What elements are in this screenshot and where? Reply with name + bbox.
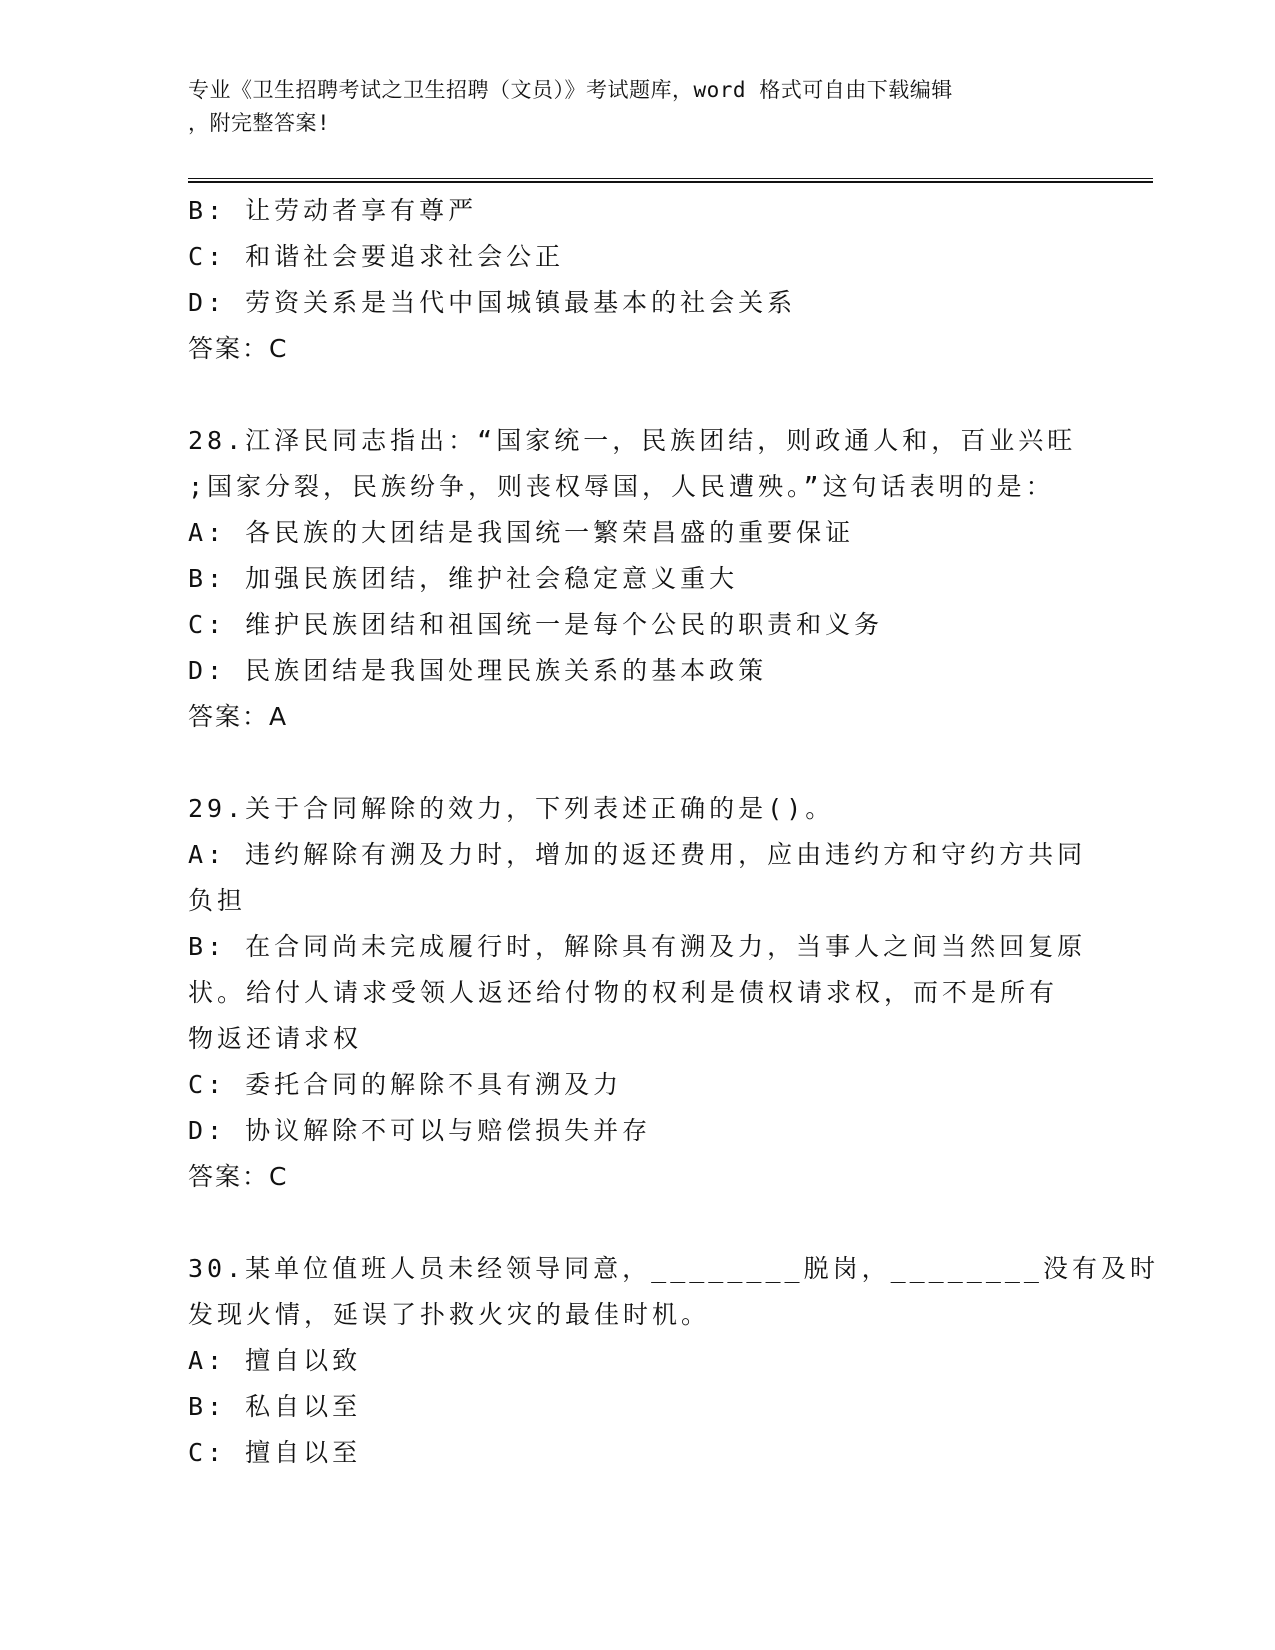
header-line-2: ，附完整答案!	[188, 111, 331, 135]
option-c: C: 委托合同的解除不具有溯及力	[188, 1070, 623, 1099]
question-stem-line-2: ;国家分裂，民族纷争，则丧权辱国，人民遭殃。”这句话表明的是：	[188, 472, 1055, 501]
spacer	[188, 1200, 1088, 1246]
question-stem-line-2: 发现火情，延误了扑救火灾的最佳时机。	[188, 1300, 711, 1329]
option-c: C: 擅自以至	[188, 1438, 362, 1467]
option-b: B: 私自以至	[188, 1392, 362, 1421]
option-a-continued: 负担	[188, 886, 247, 915]
option-d: D: 劳资关系是当代中国城镇最基本的社会关系	[188, 288, 797, 317]
option-a: A: 擅自以致	[188, 1346, 362, 1375]
option-c: C: 维护民族团结和祖国统一是每个公民的职责和义务	[188, 610, 884, 639]
answer-line: 答案：A	[188, 702, 289, 731]
option-a: A: 违约解除有溯及力时，增加的返还费用，应由违约方和守约方共同	[188, 840, 1087, 869]
question-block-prev	[188, 188, 1088, 372]
option-b: B: 在合同尚未完成履行时，解除具有溯及力，当事人之间当然回复原	[188, 932, 1087, 961]
option-b: B: 让劳动者享有尊严	[188, 196, 478, 225]
header-rule-thick	[188, 181, 1153, 183]
option-c: C: 和谐社会要追求社会公正	[188, 242, 565, 271]
option-d: D: 民族团结是我国处理民族关系的基本政策	[188, 656, 768, 685]
answer-line: 答案：C	[188, 1162, 289, 1191]
question-block-28	[188, 418, 1088, 740]
header-line-1: 专业《卫生招聘考试之卫生招聘（文员）》考试题库，word 格式可自由下载编辑	[188, 78, 953, 102]
spacer	[188, 372, 1088, 418]
question-stem-line-1: 28.江泽民同志指出：“国家统一，民族团结，则政通人和，百业兴旺	[188, 426, 1077, 455]
option-b-continued-2: 物返还请求权	[188, 1024, 363, 1053]
question-stem-line-1: 29.关于合同解除的效力，下列表述正确的是()。	[188, 794, 835, 823]
question-stem-line-1: 30.某单位值班人员未经领导同意，________脱岗，________没有及时	[188, 1254, 1159, 1283]
question-block-29	[188, 786, 1088, 1200]
header-rule-thin	[188, 178, 1153, 179]
option-a: A: 各民族的大团结是我国统一繁荣昌盛的重要保证	[188, 518, 855, 547]
question-block-30	[188, 1246, 1159, 1476]
answer-line: 答案：C	[188, 334, 289, 363]
option-b: B: 加强民族团结，维护社会稳定意义重大	[188, 564, 739, 593]
option-d: D: 协议解除不可以与赔偿损失并存	[188, 1116, 652, 1145]
option-b-continued-1: 状。给付人请求受领人返还给付物的权利是债权请求权，而不是所有	[188, 978, 1059, 1007]
spacer	[188, 740, 1088, 786]
question-content	[188, 188, 1159, 1476]
page-header	[188, 74, 1078, 140]
